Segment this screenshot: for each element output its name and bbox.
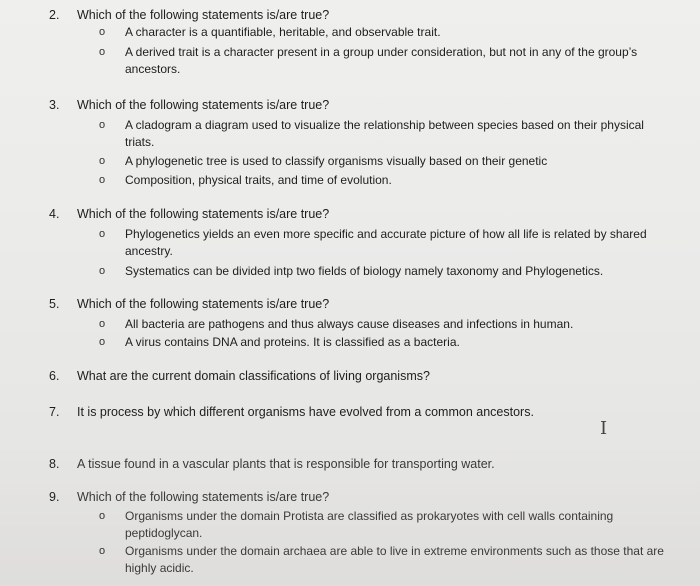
bullet-icon: o [99, 119, 106, 131]
question-number: 4. [49, 207, 60, 221]
bullet-icon: o [99, 318, 106, 330]
bullet-icon: o [99, 510, 106, 522]
question-number: 6. [49, 369, 60, 383]
option-text: A character is a quantifiable, heritable, and observable trait. [125, 25, 441, 39]
question-text: Which of the following statements is/are true? [77, 8, 330, 22]
question-text: What are the current domain classifications of living organisms? [77, 369, 430, 383]
option-text: Phylogenetics yields an even more specific and accurate picture of how all life is related by shared ancestry. [125, 227, 647, 258]
option-text: A cladogram a diagram used to visualize the relationship between species based on their physical triats. [125, 118, 644, 149]
bullet-icon: o [99, 228, 106, 240]
option-text: All bacteria are pathogens and thus always cause diseases and infections in human. [125, 317, 574, 331]
bullet-icon: o [99, 46, 106, 58]
question-number: 5. [49, 297, 60, 311]
bullet-icon: o [99, 174, 106, 186]
option-text: A phylogenetic tree is used to classify organisms visually based on their genetic [125, 154, 548, 168]
question-number: 7. [49, 405, 60, 419]
question-number: 2. [49, 8, 60, 22]
question-number: 9. [49, 490, 60, 504]
bullet-icon: o [99, 155, 106, 167]
question-number: 8. [49, 457, 60, 471]
bullet-icon: o [99, 336, 106, 348]
option-text: Composition, physical traits, and time of evolution. [125, 173, 392, 187]
text-cursor-icon: I [600, 418, 608, 439]
question-text: A tissue found in a vascular plants that is responsible for transporting water. [77, 457, 495, 471]
question-text: It is process by which different organisms have evolved from a common ancestors. [77, 405, 534, 419]
bullet-icon: o [99, 26, 106, 38]
question-text: Which of the following statements is/are true? [77, 297, 330, 311]
question-text: Which of the following statements is/are true? [77, 207, 330, 221]
option-text: A virus contains DNA and proteins. It is classified as a bacteria. [125, 335, 460, 349]
option-text: Organisms under the domain Protista are classified as prokaryotes with cell walls containing peptidoglycan. [125, 509, 614, 540]
question-text: Which of the following statements is/are true? [77, 490, 330, 504]
question-text: Which of the following statements is/are true? [77, 98, 330, 112]
option-text: A derived trait is a character present in a group under consideration, but not in any of the group’s ancestors. [125, 45, 638, 76]
question-number: 3. [49, 98, 60, 112]
bullet-icon: o [99, 545, 106, 557]
option-text: Organisms under the domain archaea are able to live in extreme environments such as those that are highly acidic. [125, 544, 664, 575]
bullet-icon: o [99, 265, 106, 277]
option-text: Systematics can be divided intp two fields of biology namely taxonomy and Phylogenetics. [125, 264, 604, 278]
